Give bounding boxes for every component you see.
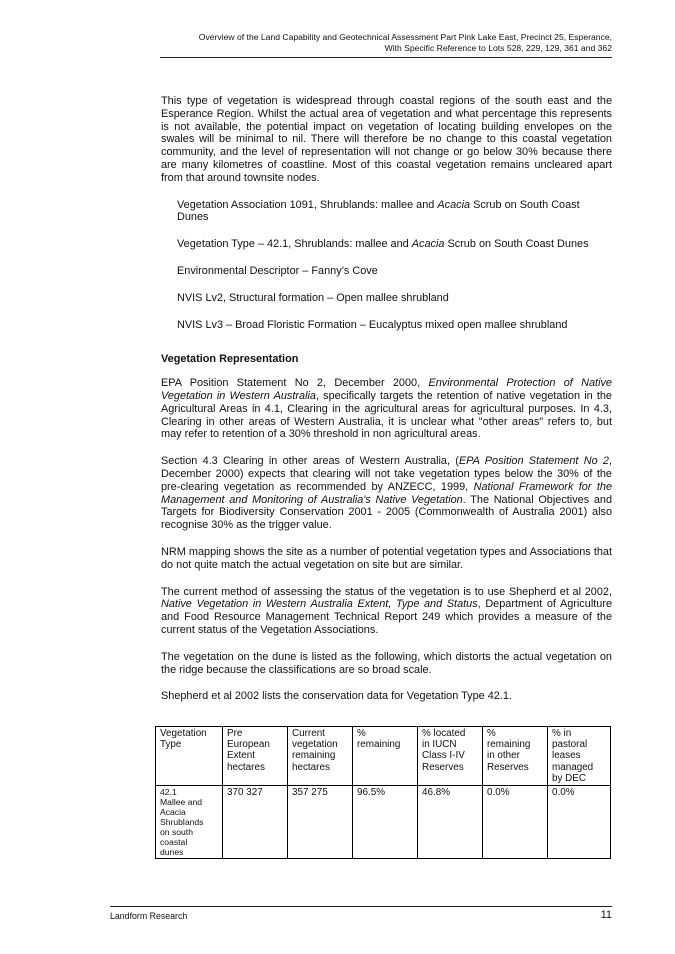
footer-author: Landform Research bbox=[110, 911, 188, 921]
section-heading: Vegetation Representation bbox=[161, 353, 299, 366]
epa-text-1: EPA Position Statement No 2, December 2000, bbox=[161, 377, 429, 390]
conservation-table bbox=[155, 726, 611, 859]
page-number: 11 bbox=[600, 909, 612, 921]
header-current-vegetation: Current vegetation remaining hectares bbox=[288, 727, 353, 786]
nrm-paragraph: NRM mapping shows the site as a number of potential vegetation types and Associations that do not quite match the actual vegetation on site but are similar. bbox=[161, 545, 612, 571]
cell-pct-pastoral: 0.0% bbox=[548, 786, 611, 859]
cell-pct-other: 0.0% bbox=[483, 786, 548, 859]
header-pre-european: Pre European Extent hectares bbox=[223, 727, 288, 786]
method-text-2: , Department of Agriculture and Food Resource Management Technical Report 249 which provides a measure of the current status of the Vegetation Associations. bbox=[161, 598, 613, 636]
nvis-lv3-item: NVIS Lv3 – Broad Floristic Formation – Eucalyptus mixed open mallee shrubland bbox=[177, 318, 568, 331]
method-paragraph bbox=[161, 586, 612, 637]
s43-italic-1: EPA Position Statement No 2 bbox=[458, 455, 609, 468]
veg-type-text: Vegetation Type – 42.1, Shrublands: mallee and bbox=[177, 238, 412, 251]
table-row bbox=[156, 786, 611, 859]
intro-paragraph: This type of vegetation is widespread through coastal regions of the south east and the Esperance Region. Whilst the actual area of vegetation and what percentage this represents is not available, the potential impact on vegetation of locating building envelopes on the swales will be minimal to nil. There will therefore be no change to this coastal vegetation community, and the level of representation will not change or go below 30% because there are many kilometres of coastline. Most of this coastal vegetation remains uncleared apart from that around townsite nodes. bbox=[161, 95, 612, 184]
veg-type-italic: Acacia bbox=[411, 238, 445, 251]
dune-paragraph: The vegetation on the dune is listed as the following, which distorts the actual vegetation on the ridge because the classifications are so broad scale. bbox=[161, 650, 612, 676]
veg-type-item bbox=[177, 238, 612, 251]
header-vegetation-type: Vegetation Type bbox=[156, 727, 223, 786]
s43-text-3: . The National Objectives and Targets for Biodiversity Conservation 2001 - 2005 (Commonwealth of Australia 2001) also recognise 30% as the trigger value. bbox=[161, 493, 613, 532]
table-header-row bbox=[156, 727, 611, 786]
method-text-1: The current method of assessing the status of the vegetation is to use Shepherd et al 2002, bbox=[161, 585, 612, 598]
env-descriptor-item: Environmental Descriptor – Fanny’s Cove bbox=[177, 264, 378, 277]
method-italic-1: Native Vegetation in Western Australia Extent, Type and Status bbox=[161, 598, 478, 611]
shepherd-paragraph: Shepherd et al 2002 lists the conservation data for Vegetation Type 42.1. bbox=[161, 690, 512, 703]
veg-association-text-end: Scrub on South Coast Dunes bbox=[177, 198, 580, 224]
nvis-lv2-item: NVIS Lv2, Structural formation – Open mallee shrubland bbox=[177, 291, 449, 304]
document-body bbox=[161, 95, 612, 717]
veg-association-italic: Acacia bbox=[437, 198, 471, 211]
cell-pre-european: 370 327 bbox=[223, 786, 288, 859]
cell-pct-remaining: 96.5% bbox=[353, 786, 418, 859]
header-line-1: Overview of the Land Capability and Geotechnical Assessment Part Pink Lake East, Precinct 25, Esperance, bbox=[198, 32, 612, 42]
footer-divider bbox=[110, 906, 612, 907]
section43-paragraph bbox=[161, 455, 612, 532]
header-pct-pastoral: % in pastoral leases managed by DEC bbox=[548, 727, 611, 786]
epa-text-2: , specifically targets the retention of native vegetation in the Agricultural Areas in 4.1, Clearing in the agricultural areas for agricultural purposes. In 4.3, Clearing in other areas of Western Australia, it is unclear what "other areas" refers to, but may refer to retention of a 30% threshold in non agricultural areas. bbox=[161, 389, 612, 441]
header-divider bbox=[160, 57, 612, 58]
s43-italic-2: National Framework for the Management and Monitoring of Australia's Native Vegetation bbox=[161, 480, 613, 506]
epa-italic-1: Environmental Protection of Native Vegetation in Western Australia bbox=[161, 377, 612, 402]
page-header bbox=[160, 32, 612, 54]
veg-association-text: Vegetation Association 1091, Shrublands: mallee and bbox=[177, 198, 438, 211]
epa-paragraph bbox=[161, 377, 612, 441]
s43-text-2: , December 2000) expects that clearing will not take vegetation types below the 30% of the pre-clearing vegetation as recommended by ANZECC, 1999, bbox=[161, 455, 613, 493]
header-pct-remaining: % remaining bbox=[353, 727, 418, 786]
veg-association-item bbox=[177, 199, 612, 225]
veg-type-text-end: Scrub on South Coast Dunes bbox=[444, 238, 589, 251]
cell-pct-iucn: 46.8% bbox=[418, 786, 483, 859]
cell-vegetation-type: 42.1 Mallee and Acacia Shrublands on south coastal dunes bbox=[156, 786, 223, 859]
s43-text-1: Section 4.3 Clearing in other areas of Western Australia, ( bbox=[161, 455, 459, 468]
header-pct-other-reserves: % remaining in other Reserves bbox=[483, 727, 548, 786]
cell-current: 357 275 bbox=[288, 786, 353, 859]
header-pct-iucn: % located in IUCN Class I-IV Reserves bbox=[418, 727, 483, 786]
header-line-2: With Specific Reference to Lots 528, 229, 129, 361 and 362 bbox=[384, 43, 612, 53]
